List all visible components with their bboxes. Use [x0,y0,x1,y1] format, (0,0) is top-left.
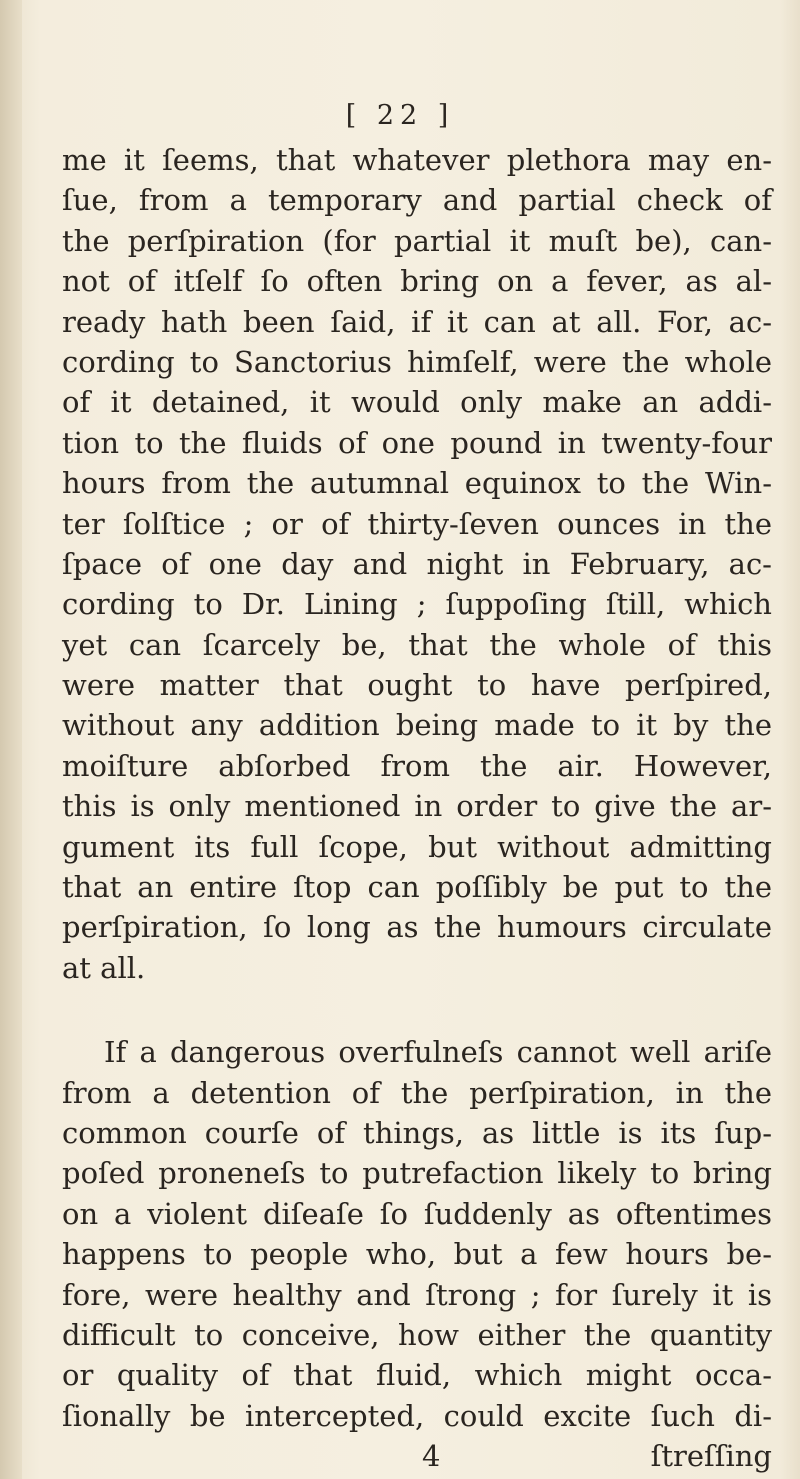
paragraph-2 [62,1032,772,1436]
text-line: hours from the autumnal equinox to the Win- [62,466,772,501]
text-line: were matter that ought to have perſpired, [62,668,772,703]
text-line: cording to Dr. Lining ; ſuppoſing ſtill, which [62,587,772,622]
text-line: poſed proneneſs to putrefaction likely to bring [62,1156,772,1191]
text-line: ſue, from a temporary and partial check of [62,183,772,218]
text-line: perſpiration, ſo long as the humours circulate [62,910,772,945]
text-line: on a violent diſeaſe ſo ſuddenly as oftentimes [62,1196,772,1231]
text-line: or quality of that fluid, which might occa- [62,1358,772,1393]
page-number: [ 22 ] [345,100,455,131]
signature-mark: 4 [422,1439,441,1474]
text-line: ſpace of one day and night in February, ac- [62,546,772,581]
catchword: ſtreſſing [650,1439,772,1474]
text-line: tion to the fluids of one pound in twenty-four [62,425,772,460]
page-gutter [0,0,22,1479]
text-line: me it ſeems, that whatever plethora may en- [62,143,772,177]
text-line: common courſe of things, as little is its ſup- [62,1115,772,1150]
text-line: yet can ſcarcely be, that the whole of this [62,627,772,662]
text-line: fore, were healthy and ſtrong ; for ſurely it is [62,1277,772,1312]
body-text [62,140,772,1476]
text-line: not of itſelf ſo often bring on a fever, as al- [62,264,772,299]
text-line: this is only mentioned in order to give the ar- [62,789,772,824]
text-line: from a detention of the perſpiration, in the [62,1075,772,1110]
text-line: ter ſolſtice ; or of thirty-ſeven ounces in the [62,506,772,541]
text-line: that an entire ſtop can poſſibly be put to the [62,870,772,905]
text-line: happens to people who, but a few hours be- [62,1237,772,1272]
text-line: ſionally be intercepted, could excite ſuch di- [62,1398,772,1433]
text-line: difficult to conceive, how either the quantity [62,1317,772,1352]
text-line: cording to Sanctorius himſelf, were the whole [62,344,772,379]
text-line: ready hath been ſaid, if it can at all. For, ac- [62,304,772,339]
text-line: the perſpiration (for partial it muſt be), can- [62,223,772,258]
paragraph-gap [62,988,772,1032]
text-line: at all. [62,950,146,985]
text-line: moiſture abſorbed from the air. However, [62,748,772,783]
text-line: If a dangerous overfulneſs cannot well ariſe [104,1035,772,1070]
text-line: of it detained, it would only make an addi- [62,385,772,420]
paragraph-1 [62,140,772,988]
text-line: gument its full ſcope, but without admitting [62,829,772,864]
text-line: without any addition being made to it by the [62,708,772,743]
page-footer [62,1436,772,1476]
